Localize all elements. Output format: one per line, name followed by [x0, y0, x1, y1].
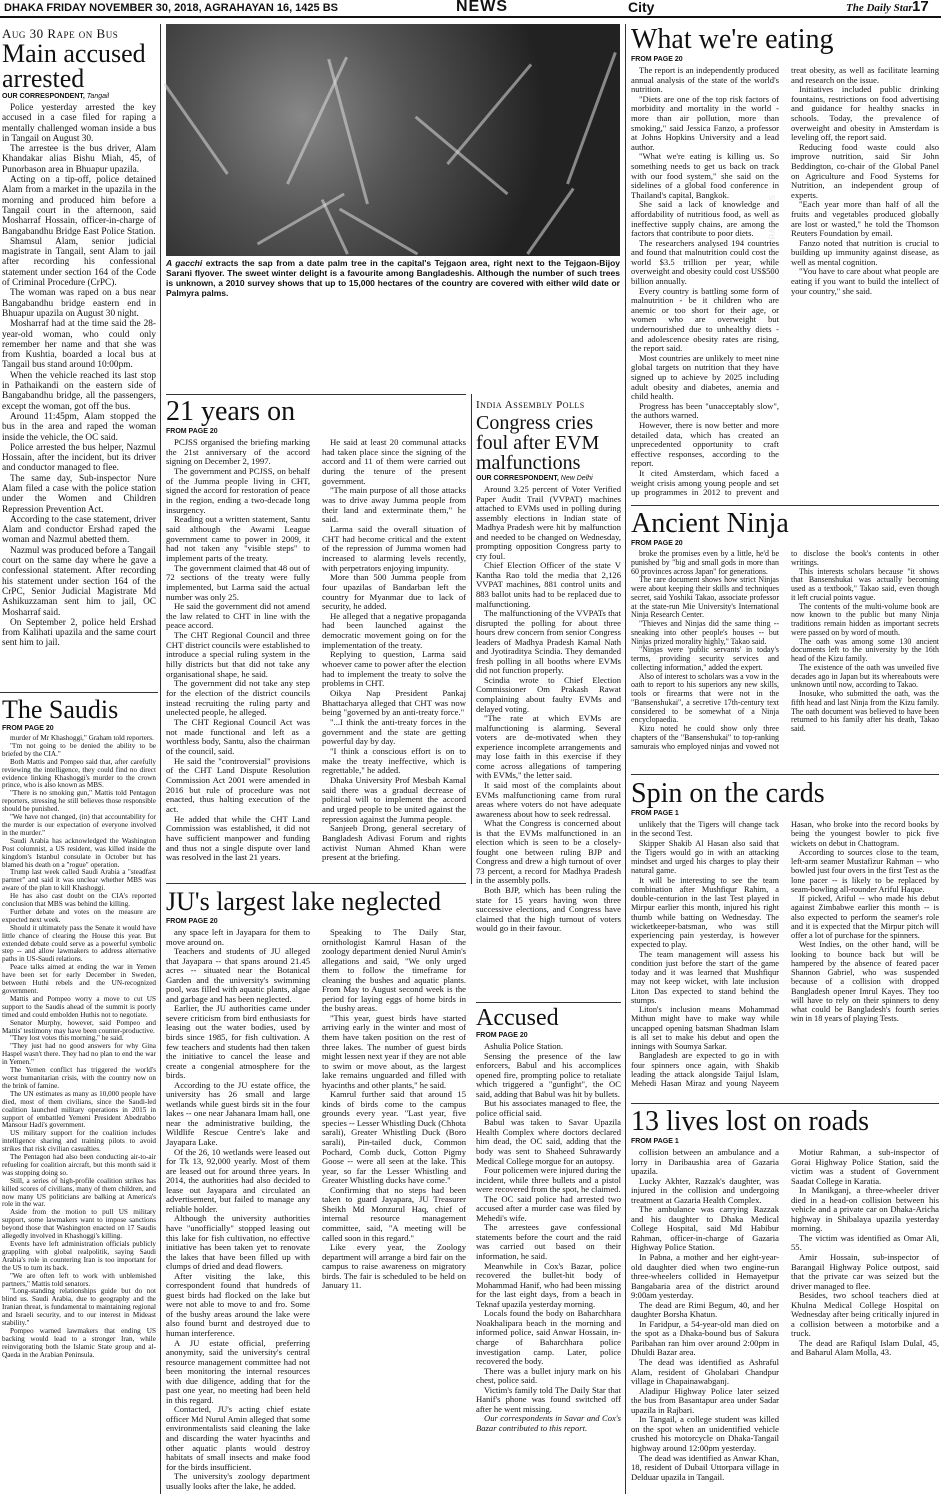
story-paragraph: The malfunctioning of the VVPATs that disrupted the polling for about three hours drew concern from senior Congress leaders of Madhya Pradesh Kamal Nath and Jyotiraditya Scindia. They demanded fresh polling in all booths where EVMs did not function properly. — [476, 608, 621, 676]
story-paragraph: However, there is now better and more detailed data, which has created an unprecedented opportunity to craft effective responses, according to the report. — [631, 419, 779, 469]
story-jump-line: FROM PAGE 20 — [631, 56, 683, 63]
story-body — [631, 1148, 939, 1494]
masthead-city: City — [628, 0, 655, 15]
section-rule — [166, 394, 466, 395]
section-rule — [631, 774, 939, 775]
story-paragraph: Kamrul further said that around 15 kinds of birds come to the campus grounds every year. "Last year, five species -- Lesser Whistling Duck (Chhota sarali), Greater Whistling Duck (Boro sarali), Pin-tailed duck, Common Pochard, Comb duck, Cotton Pigmy Goose -- were all seen at the lake. This year, so far the Lesser Whistling and Greater Whistling ducks have come." — [322, 1089, 466, 1186]
palm-frond-shape — [415, 116, 509, 195]
story-paragraph: "...I think the anti-treaty forces in the government and the state are getting powerful day by day. — [322, 717, 466, 747]
story-paragraph: Besides, two school teachers died at Khulna Medical College Hospital on Wednesday after being critically injured in a collision between a motorbike and a truck. — [791, 1290, 939, 1339]
story-paragraph: She said a lack of knowledge and affordability of nutritious food, as well as ineffective supply chains, are among the factors that contribute to poor diets. — [631, 199, 779, 239]
story-jump-line: FROM PAGE 1 — [631, 1138, 679, 1145]
story-kicker: India Assembly Polls — [476, 399, 585, 411]
section-rule — [631, 1103, 939, 1104]
story-paragraph: If picked, Ariful -- who made his debut against Zimbabwe earlier this month -- is also expected to perform the seamer's role and it is expected that the Mirpur pitch will offer a lot of purchase for the spinners. — [791, 894, 939, 940]
story-jump-line: FROM PAGE 20 — [631, 540, 683, 547]
story-paragraph: After visiting the lake, this correspondent found that hundreds of guest birds had flocked on the lake but were not able to move to and fro. Some of the bushy areas around the lake were also found burnt and destroyed due to human interference. — [166, 1270, 310, 1338]
story-paragraph: The same day, Sub-inspector Nure Alam filed a case with the police station under the Women and Children Repression Prevention Act. — [2, 473, 156, 515]
story-paragraph: This interests scholars because "it shows that Bansenshukai was actually becoming used as a textbook," Takao said, even though it left crucial points vague. — [791, 566, 939, 602]
story-paragraph: On September 2, police held Ershad from Kalihati upazila and the same court sent him to jail. — [2, 617, 156, 649]
palm-frond-shape — [163, 83, 229, 175]
story-paragraph: The existence of the oath was unveiled five decades ago in Japan but its whereabouts were unknown until now, according to Takao. — [791, 662, 939, 690]
story-paragraph: Four policemen were injured during the incident, while three bullets and a pistol were recovered from the spot, he claimed. — [476, 1165, 621, 1195]
story-paragraph: Ashulia Police Station. — [484, 1041, 564, 1051]
story-paragraph: Mattis and Pompeo worry a move to cut US support to the Saudis ahead of the summit is poorly timed and could embolden Huthis not to negotiate. — [2, 994, 156, 1019]
story-paragraph: The team management will assess his condition just before the start of the game today and it was learned that Mushfiqur may not keep wicket, with late inclusion Liton Das expected to stand behind the stumps. — [631, 949, 779, 1005]
story-paragraph: Motiur Rahman, a sub-inspector of Gorai Highway Police Station, said the victim was a student of Government Saadat College in Karatia. — [791, 1147, 939, 1186]
masthead-section: NEWS — [456, 0, 508, 15]
story-paragraph: West Indies, on the other hand, will be looking to bounce back but will be hampered by the absence of feared pacer Shannon Gabriel, who was suspended because of a collision with dropped Bangladesh opener Imrul Kayes. They too will have to rely on their spinners to deny what could be Bangladesh's fourth series win in 18 years of playing Tests. — [791, 940, 939, 1024]
story-paragraph: Of the 26, 10 wetlands were leased out for Tk 13, 92,000 yearly. Most of them are leased out for around three years. In 2014, the authorities had also decided to lease out Jayapara and circulated an advertisement, but failed to manage any reliable holder. — [166, 1146, 310, 1214]
story-paragraph: "This year, guest birds have started arriving early in the winter and most of them have taken position on the rest of three lakes. The number of guest birds might lessen next year if they are not able to swim or move about, as the largest lake remains unguarded and filled with hyacinths and other plants," he said. — [322, 1012, 466, 1090]
story-paragraph: Shamsul Alam, senior judicial magistrate in Tangail, sent Alam to jail after recording his confessional statement under section 164 of the Code of Criminal Procedure (CrPC). — [2, 236, 156, 289]
story-body — [2, 735, 156, 1360]
story-body — [2, 103, 156, 649]
story-paragraph: According to sources close to the team, left-arm seamer Mustafizur Rahman -- who bowled just four overs in the first Test as the lone pacer -- is likely to be replaced by seam-bowling all-rounder Ariful Haque. — [791, 847, 939, 894]
story-headline: Main accused arrested — [2, 39, 146, 93]
story-21-years-on — [166, 398, 466, 880]
story-paragraph: "There is no smoking gun," Mattis told Pentagon reporters, stressing he still believes those responsible should be punished. — [2, 789, 156, 814]
story-paragraph: "What we're eating is killing us. So something needs to get us back on track with our food system," she said on the sidelines of a global food conference in Thailand's capital, Bangkok. — [631, 151, 779, 200]
story-paragraph: The woman was raped on a bus near Bangabandhu bridge eastern end in Bhuapur upazila on August 30 night. — [2, 288, 156, 319]
story-paragraph: Fanzo noted that nutrition is crucial to building up immunity against disease, as well as mental cognition. — [791, 237, 939, 267]
story-paragraph: Aside from the motion to pull US military support, some lawmakers want to impose sanctions beyond those that Washington enacted on 17 Saudis allegedly involved in Khashoggi's killing. — [2, 1208, 156, 1241]
story-paragraph: "Ninjas were 'public servants' in today's terms, providing security services and collecting information," added the expert. — [631, 645, 779, 672]
section-rule — [631, 505, 939, 506]
story-paragraph: Oikya Nap President Pankaj Bhattacharya alleged that CHT was now being "governed by an anti-treaty force." — [322, 688, 466, 718]
story-ju-lake — [166, 888, 466, 1498]
story-paragraph: The UN estimates as many as 10,000 people have died, most of them civilians, since the Saudi-led coalition launched military operations in 2015 in support of embattled Yemeni President Abedrabbo Mansour Hadi's government. — [2, 1089, 156, 1130]
story-paragraph: He said the "controversial" provisions of the CHT Land Dispute Resolution Commission Act 2001 were amended in 2016 but rule of procedure was not enacted, thus halting execution of the act. — [166, 755, 310, 814]
section-rule — [476, 1002, 621, 1003]
story-paragraph: According to the JU estate office, the university has 26 small and large wetlands while guest birds sit in the four lakes -- one near Jahanara Imam hall, one near the administrative building, the Wildlife Rescue Centre's lake and Jayapara Lake. — [166, 1079, 310, 1148]
story-paragraph: Pompeo warned lawmakers that ending US backing would lead to a stronger Iran, while reinvigorating both the Islamic State group and al-Qaeda in the Arabian Peninsula. — [2, 1326, 156, 1359]
story-paragraph: Although the university authorities have "unofficially" stopped leasing out this lake for fish cultivation, no effective initiative has been taken yet to renovate the lakes that have been filled up with clumps of dried and dead flowers. — [166, 1213, 310, 1272]
column-rule — [471, 394, 472, 884]
story-spin-on-cards — [631, 780, 939, 1100]
story-paragraph: "Each year more than half of all the fruits and vegetables produced globally are lost or wasted," he told the Thomson Reuters Foundation by email. — [791, 199, 939, 239]
story-paragraph: "They lost votes this morning," he said. — [10, 1034, 124, 1043]
story-paragraph: Bangladesh are expected to go in with four spinners once again, with Shakib leading the attack alongside Taijul Islam, Mehedi Hasan Miraz and young Nayeem Hasan, who broke into the record books by being the youngest bowler to pick five wickets on debut in Chattogram. — [631, 820, 939, 1088]
column-rule — [625, 24, 626, 1494]
story-paragraph: Lucky Akhter, Razzak's daughter, was injured in the collision and undergoing treatment at Gazaria Health Complex. — [631, 1175, 779, 1205]
story-paragraph: Senator Murphy, however, said Pompeo and Mattis' testimony may have been counter-productive. — [2, 1018, 156, 1035]
story-paragraph: Most countries are unlikely to meet nine global targets on nutrition that they have signed up to achieve by 2025 including adult obesity and diabetes, anemia and child health. — [631, 352, 779, 402]
story-paragraph: He added that while the CHT Land Commission was established, it did not have sufficient manpower and funding and thus not a single dispute over land was resolved in the last 21 years. — [166, 813, 310, 863]
story-paragraph: But his associates managed to flee, the police official said. — [476, 1098, 621, 1118]
story-headline: Congress cries foul after EVM malfunctions — [476, 412, 600, 474]
story-paragraph: Sensing the presence of the law enforcers, Babul and his accomplices opened fire, prompting police to retaliate which triggered a "gunfight", the OC said, adding that Babul was hit by bullets. — [476, 1050, 621, 1099]
story-paragraph: More than 500 Jumma people from four upazilas of Bandarban left the country for Myanmar due to lack of security, he added. — [322, 572, 466, 612]
story-paragraph: US military support for the coalition includes intelligence sharing and training pilots to avoid strikes that risk civilian casualties. — [2, 1129, 156, 1154]
story-paragraph: Contacted, JU's acting chief estate officer Md Nurul Amin alleged that some environmentalists said cleaning the lake and discarding the water hyacinths and other aquatic plants would destroy habitats of small insects and make food for the birds insufficient. — [166, 1404, 310, 1472]
story-body — [631, 550, 939, 768]
story-paragraph: He has also cast doubt on the CIA's reported conclusion that MBS was behind the killing. — [2, 892, 156, 909]
story-paragraph: "We have not changed, (in) that accountability for the murder is our expectation of everyone involved in the murder." — [2, 813, 156, 837]
story-ancient-ninja — [631, 510, 939, 772]
story-paragraph: Aladipur Highway Police later seized the bus from Basantapur area under Sadar upazila in Rajbari. — [631, 1385, 779, 1415]
story-paragraph: Dhaka University Prof Mesbah Kamal said there was a gradual decrease of political will to implement the accord and urged people to be united against the repression against the Jumma people. — [322, 774, 466, 824]
story-paragraph: Reducing food waste could also improve nutrition, said Sir John Beddington, co-chair of the Global Panel on Agriculture and Food Systems for Nutrition, an independent group of experts. — [791, 141, 939, 200]
story-paragraph: The government did not take any step for the election of the district councils instead recruiting the ruling party and unelected people, he alleged. — [166, 678, 310, 718]
story-paragraph: murder of Mr Khashoggi," Graham told reporters. — [10, 734, 154, 742]
story-paragraph: The government and PCJSS, on behalf of the Jumma people living in CHT, signed the accord for restoration of peace in the region, ending a two-decade long insurgency. — [166, 465, 310, 515]
story-paragraph: Babul was taken to Savar Upazila Health Complex where doctors declared him dead, the OC said, adding that the body was sent to Shaheed Suhrawardy Medical College morgue for an autopsy. — [476, 1117, 621, 1166]
story-byline: OUR CORRESPONDENT, New Delhi — [476, 475, 593, 482]
story-paragraph: Police yesterday arrested the key accused in a case filed for raping a mentally challenged woman inside a bus in Tangail on August 30. — [2, 103, 156, 144]
masthead — [0, 0, 941, 18]
story-paragraph: "Long-standing relationships guide but do not blind us. Saudi Arabia, due to geography and the Iranian threat, is fundamental to maintaining regional and Israeli security, and to our interest in Mideast stability." — [2, 1287, 156, 1328]
story-paragraph: Still, a series of high-profile coalition strikes has killed scores of civilians, many of them children, and now many US politicians are balking at America's role in the war. — [2, 1176, 156, 1209]
story-paragraph: Both BJP, which has been ruling the state for 15 years having won three successive elections, and Congress have claimed that the high turnout of voters would go in their favour. — [476, 884, 621, 934]
story-paragraph: Speaking to The Daily Star, ornithologist Kamrul Hasan of the zoology department denied Nurul Amin's allegations and said, "We only urged them to follow the timeframe for cleaning the bushes and aquatic plants. From May to August second week is the period for laying eggs of home birds in the bushy areas. — [322, 927, 466, 1014]
story-headline: Spin on the cards — [631, 778, 825, 809]
story-paragraph: The dead was identified as Ashraful Alam, resident of Gholabari Chandpur village in Chapainawabganj. — [631, 1357, 779, 1387]
story-paragraph: Every country is battling some form of malnutrition - be it children who are anemic or too short for their age, or women who are overweight but undernourished due to unhealthy diets - and adolescence obesity rates are rising, the report said. — [631, 285, 779, 354]
story-body — [476, 1042, 621, 1433]
story-paragraph: "The rate at which EVMs are malfunctioning is alarming. Several voters are de-motivated when they experience incomplete arrangements and may lose faith in this exercise if they come across allegations of tampering with EVMs," the letter said. — [476, 713, 621, 781]
photo-caption: A gacchi extracts the sap from a date palm tree in the capital's Tejgaon area, right next to the Tejgaon-Bijoy Sarani flyover. The sweet winter delight is a favourite among Bangladeshis. Although the number of such trees is unknown, a 2010 survey shows that up to 15,000 hectares of the country are covered with either wild date or Palmyra palms. — [166, 258, 620, 298]
story-paragraph: "You have to care about what people are eating if you want to build the intellect of your country," she said. — [791, 266, 939, 296]
story-paragraph: The Yemen conflict has triggered the world's worst humanitarian crisis, with the country now on the brink of famine. — [2, 1066, 156, 1090]
story-paragraph: Replying to question, Larma said whoever came to power after the election had to implement the treaty to solve the problems in CHT. — [322, 649, 466, 689]
story-paragraph: Liton's inclusion means Mohammad Mithun might have to make way while uncapped opening batsman Shadman Islam is all set to make his debut and open the innings with Soumya Sarkar. — [631, 1005, 779, 1051]
story-13-lives-lost — [631, 1108, 939, 1498]
story-paragraph: Earlier, the JU authorities came under severe criticism from bird enthusiasts for leasing out the water bodies, used by birds since 1985, for fish cultivation. A few teachers and students had then taken the initiative to cancel the lease and create a congenial atmosphere for the birds. — [166, 1003, 310, 1081]
palm-frond-shape — [321, 199, 349, 255]
palm-frond-shape — [566, 52, 617, 185]
story-headline: What we're eating — [631, 24, 834, 55]
story-paragraph: According to the case statement, driver Alam and conductor Ershad raped the woman and Nazmul abetted them. — [2, 514, 156, 546]
story-rape-arrest — [2, 26, 156, 690]
story-paragraph: The dead are Rafiqul Islam Dulal, 45, and Baharul Alam Molla, 43. — [791, 1337, 939, 1358]
story-paragraph: The OC said police had arrested two accused after a murder case was filed by Mehedi's wife. — [476, 1193, 621, 1223]
story-paragraph: PCJSS organised the briefing marking the 21st anniversary of the accord signing on December 2, 1997. — [166, 437, 310, 467]
story-paragraph: any space left in Jayapara for them to move around on. — [166, 927, 310, 947]
story-paragraph: He alleged that a negative propaganda had been launched against the democratic movement going on for the implementation of the treaty. — [322, 610, 466, 650]
story-what-we-eat — [631, 26, 939, 502]
story-headline: 21 years on — [166, 396, 296, 427]
story-jump-line: FROM PAGE 1 — [631, 810, 679, 817]
story-paragraph: Around 11:45pm, Alam stopped the bus in the area and raped the woman inside the vehicle, the OC said. — [2, 411, 156, 443]
story-jump-line: FROM PAGE 20 — [476, 1032, 528, 1039]
story-saudis — [2, 697, 156, 1497]
story-paragraph: The CHT Regional Council and three CHT district councils were established to introduce a special ruling system in the hilly districts but that did not take any organisational shape, he said. — [166, 630, 310, 679]
story-body — [166, 928, 466, 1498]
story-paragraph: The Pentagon had also been conducting air-to-air refueling for coalition aircraft, but this month said it was stopping doing so. — [2, 1153, 156, 1177]
story-body — [631, 820, 939, 1096]
story-kicker: Aug 30 Rape on Bus — [2, 26, 119, 41]
story-paragraph: broke the promises even by a little, he'd be punished by "big and small gods in more than 60 provinces across Japan" for generations. — [631, 549, 779, 576]
story-paragraph: In Manikganj, a three-wheeler driver died in a head-on collision between his vehicle and a private car on Dhaka-Aricha highway in Shibalaya upazila yesterday morning. — [791, 1185, 939, 1234]
story-paragraph: Reading out a written statement, Santu said although the Awami League government came to power in 2009, it had not taken any "visible steps" to implement parts of the treaty. — [166, 514, 310, 563]
story-paragraph: Should it ultimately pass the Senate it would have little chance of clearing the House this year. But extended debate could serve as a powerful symbolic step -- and allow lawmakers to address alternative paths in US-Saudi relations. — [2, 923, 156, 964]
story-body — [166, 438, 466, 878]
section-rule — [0, 692, 158, 693]
story-paragraph: The rare document shows how strict Ninjas were about keeping their skills and techniques secret, said Yoshiki Takao, associate professor at the state-run Mie University's International Ninja Research Center. — [631, 575, 779, 620]
story-headline: Accused — [476, 1005, 559, 1031]
story-headline: Ancient Ninja — [631, 508, 789, 539]
story-paragraph: Like every year, the Zoology department will arrange a bird fair on the campus to raise awareness on migratory birds. The fair is scheduled to be held on January 11. — [322, 1242, 466, 1291]
story-paragraph: Around 3.25 percent of Voter Verified Paper Audit Trail (VVPAT) machines attached to EVMs used in polling during assembly elections in Indian state of Madhya Pradesh were hit by malfunction and needed to be changed on Wednesday, prompting opposition Congress party to cry foul. — [476, 484, 621, 561]
story-headline: JU's largest lake neglected — [166, 887, 441, 916]
palm-frond-shape — [526, 188, 574, 255]
story-paragraph: The arrestee is the bus driver, Alam Khandakar alias Bishu Miah, 45, of Punorbason area in Bhuapur upazila. — [2, 144, 156, 175]
story-paragraph: The CHT Regional Council Act was not made functional and left as a worthless body, Santu, also the chairman of the council, said. — [166, 717, 310, 756]
story-paragraph: He said at least 20 communal attacks had taken place since the signing of the accord and 11 of them were carried out during the tenure of the present government. — [322, 437, 466, 486]
story-paragraph: Both Mattis and Pompeo said that, after carefully reviewing the intelligence, they could find no direct evidence linking Khashoggi's murder to the crown prince, who is also known as MBS. — [2, 757, 156, 790]
story-paragraph: Sanjeeb Drong, general secretary of Bangladesh Adivasi Forum and rights activist Numan Ahmed Khan were present at the briefing. — [322, 823, 466, 863]
story-paragraph: The researchers analysed 194 countries and found that malnutrition could cost the world $3.5 trillion per year, while overweight and obesity could cost US$500 billion annually. — [631, 237, 779, 287]
palm-frond-shape — [339, 208, 418, 256]
story-paragraph: The contents of the multi-volume book are now known to the public but many Ninja traditions remain hidden as important secrets were passed on by word of mouth. — [791, 601, 939, 637]
story-paragraph: What the Congress is concerned about is that the EVMs malfunctioned in an election which is seen to be a closely-fought one between ruling BJP and Congress and drew a high turnout of over 73 percent, a record for Madhya Pradesh in the assembly polls. — [476, 818, 621, 886]
story-paragraph: unlikely that the Tigers will change tack in the second Test. — [631, 820, 779, 839]
story-paragraph: Mosharraf had at the time said the 28-year-old woman, who could only remember her name and that she was from Kushtia, boarded a local bus at Tangail bus stand around 10:00pm. — [2, 319, 156, 371]
column-rule — [160, 24, 161, 1494]
masthead-page-number: 17 — [912, 0, 929, 15]
section-rule — [166, 883, 466, 884]
story-paragraph: "I'm not going to be denied the ability to be briefed by the CIA." — [2, 741, 156, 758]
story-paragraph: Police arrested the bus helper, Nazmul Hossain, after the incident, but its driver and conductor managed to flee. — [2, 442, 156, 474]
story-paragraph: "We are often left to work with unblemished partners," Mattis told senators. — [2, 1271, 156, 1288]
story-paragraph: Events have left administration officials publicly grappling with global realpolitik, saying Saudi Arabia's role in countering Iran is too important for the US to turn its back. — [2, 1240, 156, 1272]
story-headline: The Saudis — [2, 695, 119, 724]
story-paragraph: Saudi Arabia has acknowledged the Washington Post columnist, a US resident, was killed inside the kingdom's Istanbul consulate in October but has blamed his death on a "rogue" operation. — [2, 836, 156, 869]
story-body — [631, 66, 939, 498]
story-byline: OUR CORRESPONDENT, Tangail — [2, 93, 110, 100]
story-jump-line: FROM PAGE 20 — [166, 918, 218, 925]
story-paragraph: "The main purpose of all those attacks was to drive away Jumma people from their land and exterminate them," he said. — [322, 485, 466, 525]
story-paragraph: In Pabna, a mother and her eight-year-old daughter died when two engine-run three-wheelers collided in Hemayetpur Bangabaria area of the district around 9:00am yesterday. — [631, 1252, 779, 1301]
story-paragraph: "Thieves and Ninjas did the same thing -- sneaking into other people's houses -- but Ninjas prized morality highly," Takao said. — [631, 619, 779, 646]
palm-frond-shape — [327, 59, 369, 205]
story-paragraph: Nazmul was produced before a Tangail court on the same day where he gave a confessional statement. After recording his statement under section 164 of the CrPC, Senior Judicial Magistrate Md Ashikuzzaman sent him to jail, OC Mosharraf said. — [2, 545, 156, 618]
story-contributor-note: Our correspondents in Savar and Cox's Bazar contributed to this report. — [476, 1413, 621, 1433]
story-paragraph: Trump last week called Saudi Arabia a "steadfast partner" and said it was unclear whether MBS was aware of the plan to kill Khashoggi. — [2, 868, 156, 893]
story-paragraph: "I think a conscious effort is on to make the treaty ineffective, which is regrettable," he added. — [322, 746, 466, 776]
story-paragraph: Kizu noted he could show only three chapters of the "Bansenshukai" to top-ranking samurais who employed ninjas and vowed not to disclose the book's contents in other writings. — [631, 549, 939, 751]
story-paragraph: Confirming that no steps had been taken to guard Jayapara, JU Treasurer Sheikh Md Monzurul Haq, chief of internal resource management committee, said, "A meeting will be called soon in this regard." — [322, 1184, 466, 1243]
story-congress-evm — [476, 398, 621, 998]
story-paragraph: When the vehicle reached its last stop in Pathaikandi on the eastern side of Bangabandhu bridge, all the passengers, except the woman, got off the bus. — [2, 370, 156, 412]
story-paragraph: Meanwhile in Cox's Bazar, police recovered the bullet-hit body of Mohammad Hanif, who had been missing for the last eight days, from a beach in Teknaf upazila yesterday morning. — [476, 1260, 621, 1309]
story-paragraph: The report is an independently produced annual analysis of the state of the world's nutrition. — [631, 65, 779, 95]
palm-frond-shape — [286, 56, 348, 184]
masthead-paper-name: The Daily Star — [846, 2, 913, 14]
story-paragraph: Acting on a tip-off, police detained Alam from a market in the upazila in the morning and produced him before a Tangail court in the afternoon, said Mosharraf Hossain, officer-in-charge of Bangabandhu Bridge East Police Station. — [2, 175, 156, 237]
story-paragraph: Amir Hossain, sub-inspector of Barangail Highway Police outpost, said that the private car was seized but the driver managed to flee. — [791, 1252, 939, 1291]
story-paragraph: The government claimed that 48 out of 72 sections of the treaty were fully implemented, but Larma said the actual number was only 25. — [166, 562, 310, 602]
story-paragraph: Larma said the overall situation of CHT had become critical and the extent of the repression of Jumma women had increased to alarming levels recently, with perpetrators enjoying impunity. — [322, 523, 466, 573]
story-paragraph: Also of interest to scholars was a vow in the oath to report to his superiors any new skills, tools or firearms that were not in the "Bansenshukai", a secretive 17th-century text considered to be somewhat of a Ninja encyclopaedia. — [631, 671, 779, 725]
story-paragraph: The oath was among some 130 ancient documents left to the university by the 16th head of the Kizu family. — [791, 636, 939, 663]
story-paragraph: In Faridpur, a 54-year-old man died on the spot as a Dhaka-bound bus of Sakura Paribahan ran him over around 2:00pm in Dhuldi Bazar area. — [631, 1318, 779, 1358]
story-paragraph: Victim's family told The Daily Star that Hanif's phone was found switched off after he went missing. — [476, 1384, 621, 1414]
story-paragraph: "Diets are one of the top risk factors of morbidity and mortality in the world - more than air pollution, more than smoking," said Jessica Fanzo, a professor at Johns Hopkins University and a lead author. — [631, 93, 779, 152]
story-paragraph: Scindia wrote to Chief Election Commissioner Om Prakash Rawat complaining about faulty EVMs and delayed voting. — [476, 674, 621, 714]
story-paragraph: Locals found the body on Baharchhara Noakhalipara beach in the morning and informed police, said Anwar Hossain, in-charge of Baharchhara police investigation camp. Later, police recovered the body. — [476, 1308, 621, 1367]
story-paragraph: The dead are Rimi Begum, 40, and her daughter Borsha Khatun. — [631, 1299, 779, 1320]
story-paragraph: Inosuke, who submitted the oath, was the fifth head and last Ninja from the Kizu family. The oath document was believed to have been returned to his family after his death, Takao said. — [791, 689, 939, 733]
story-paragraph: It said most of the complaints about EVMs malfunctioning came from rural areas where voters do not have adequate awareness about how to seek redressal. — [476, 779, 621, 819]
story-paragraph: He said the government did not amend the law related to CHT in line with the peace accord. — [166, 601, 310, 631]
story-jump-line: FROM PAGE 20 — [166, 428, 218, 435]
photo-credit: PHOTO: PRABIR DAS — [768, 195, 777, 278]
story-paragraph: It will be interesting to see the team combination after Mushfiqur Rahim, a double-centurion in the last Test played in Mirpur earlier this month, injured his right thumb while batting on Wednesday. The wicketkeeper-batsman, who was still experiencing pain yesterday, is however expected to play. — [631, 875, 779, 950]
story-paragraph: It cited Amsterdam, which faced a weight crisis among young people and set up programmes in 2012 to prevent and treat obesity, as well as facilitate learning and research on the issue. — [631, 65, 939, 498]
story-accused — [476, 1006, 621, 1498]
story-paragraph: collision between an ambulance and a lorry in Daribaushia area of Gazaria upazila. — [631, 1147, 779, 1177]
story-paragraph: Chief Election Officer of the state V Kantha Rao told the media that 2,126 VVPAT machines, 881 control units and 883 ballot units had to be replaced due to malfunctioning. — [476, 560, 621, 609]
story-paragraph: A JU estate official, preferring anonymity, said the university's central resource management committee had not been monitoring the internal resources with due diligence, adding that for the past one year, no meeting had been held in this regard. — [166, 1337, 310, 1405]
story-headline: 13 lives lost on roads — [631, 1106, 869, 1137]
story-body — [476, 485, 621, 934]
story-paragraph: "They just had no good answers for why Gina Haspel wasn't there. They had no plan to end the war in Yemen." — [2, 1042, 156, 1067]
story-paragraph: The dead was identified as Anwar Khan, 18, resident of Dubail Uttorpara village in Delduar upazila in Tangail. — [631, 1452, 779, 1482]
story-paragraph: The arrestees gave confessional statements before the court and the raid was carried out based on their information, he said. — [476, 1222, 621, 1262]
story-paragraph: Skipper Shakib Al Hasan also said that the Tigers would go in with an attacking mindset and urged his charges to play their natural game. — [631, 838, 779, 876]
story-paragraph: Peace talks aimed at ending the war in Yemen have been set for early December in Sweden, between Huthi rebels and the UN-recognized government. — [2, 963, 156, 995]
story-paragraph: Initiatives included public drinking fountains, restrictions on food advertising and guidance for healthy snacks in schools. Today, the prevalence of overweight and obesity in Amsterdam is leveling off, the report said. — [791, 84, 939, 143]
story-paragraph: There was a bullet injury mark on his chest, police said. — [476, 1365, 621, 1386]
story-paragraph: The victim was identified as Omar Ali, 55. — [791, 1232, 939, 1253]
story-paragraph: The ambulance was carrying Razzak and his daughter to Dhaka Medical College Hospital, said Md Habibur Rahman, officer-in-charge of Gazaria Highway Police Station. — [631, 1204, 779, 1253]
story-paragraph: Progress has been "unacceptably slow", the authors warned. — [631, 400, 779, 421]
masthead-date: DHAKA FRIDAY NOVEMBER 30, 2018, AGRAHAYAN 16, 1425 BS — [4, 2, 338, 14]
story-paragraph: The university's zoology department usually looks after the lake, he added. — [166, 1471, 310, 1491]
story-paragraph: Further debate and votes on the measure are expected next week. — [2, 907, 156, 924]
palm-frond-shape — [446, 63, 532, 165]
story-jump-line: FROM PAGE 20 — [2, 725, 54, 732]
story-paragraph: In Tangail, a college student was killed on the spot when an unidentified vehicle crushed his motorcycle on Dhaka-Tangail highway around 12:00pm yesterday. — [631, 1414, 779, 1453]
story-paragraph: Teachers and students of JU alleged that Jayapara -- that spans around 21.45 acres -- situated near the Botanical Garden and the university's swimming pool, was filled with aquatic plants, algae and garbage and has been neglected. — [166, 946, 310, 1004]
